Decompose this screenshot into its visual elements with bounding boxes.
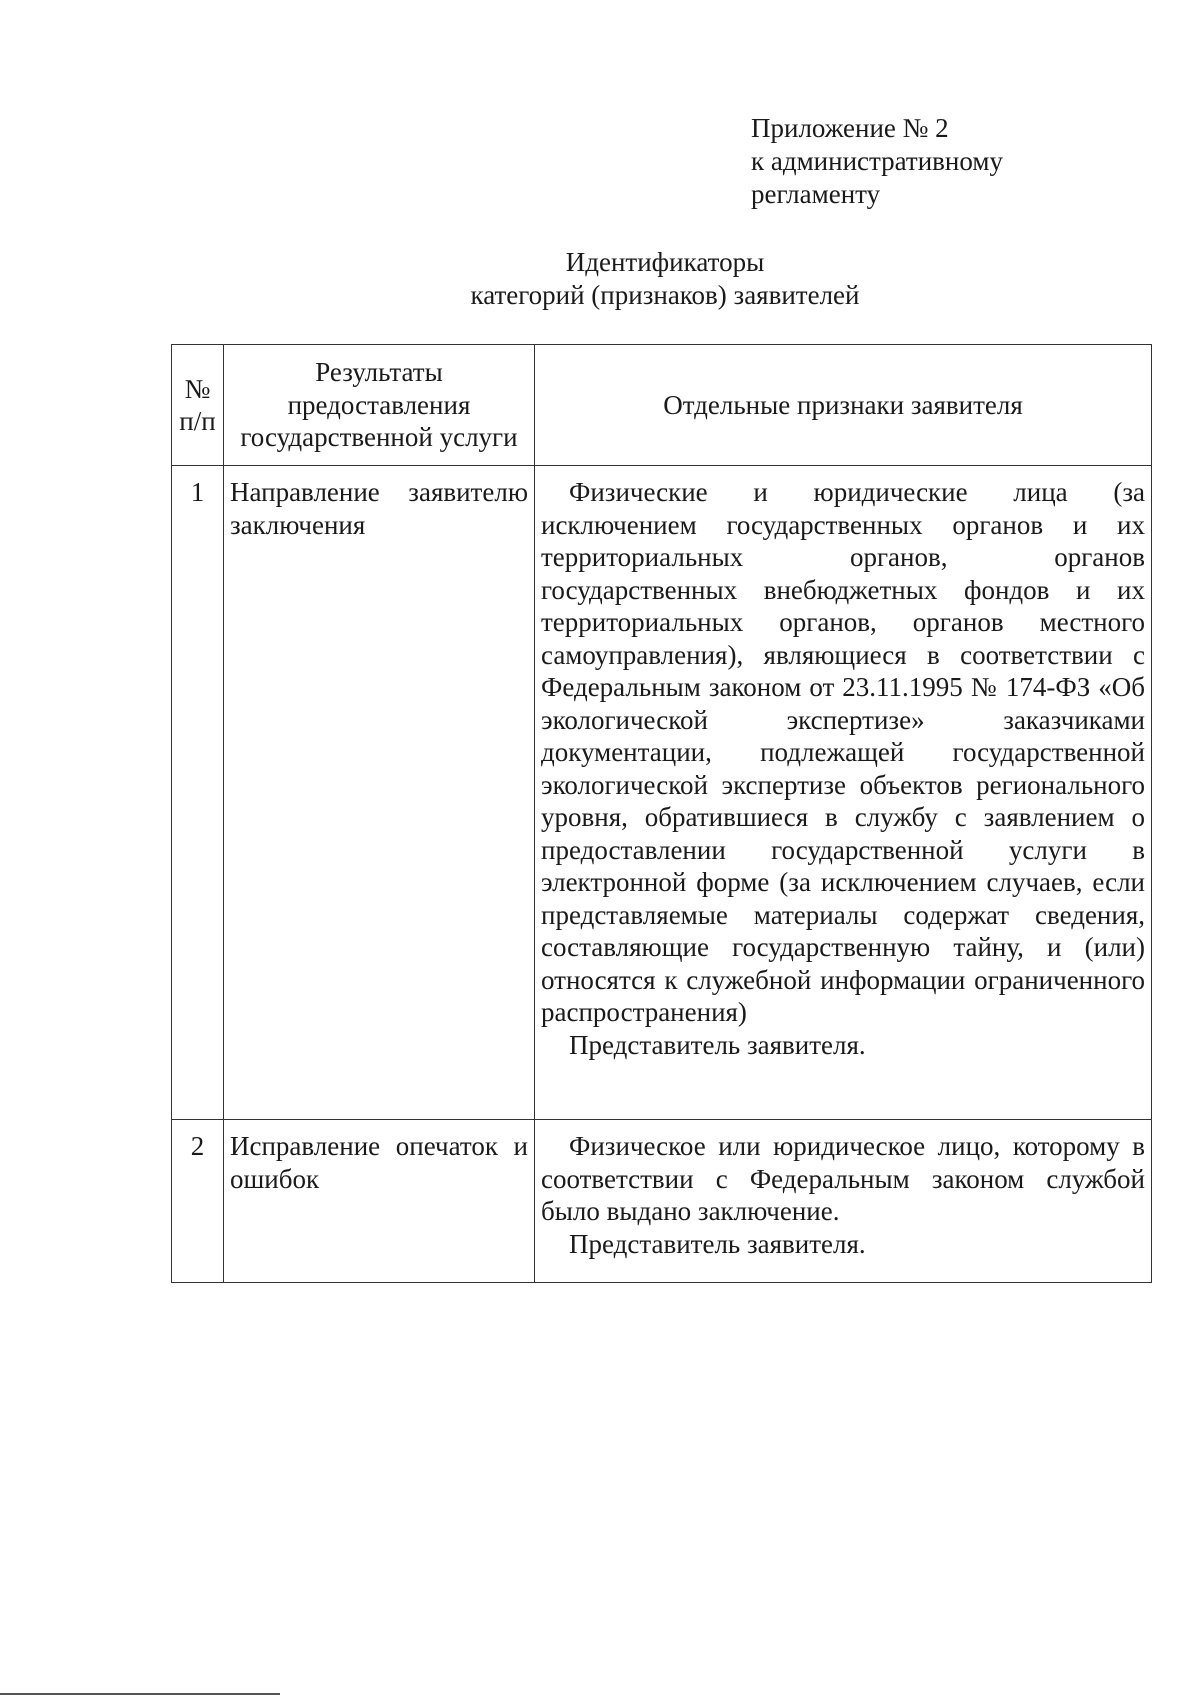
scan-edge-line <box>0 1693 280 1695</box>
header-result: Результаты предоставления государственной услуги <box>224 345 535 466</box>
row-signs <box>535 1120 1152 1283</box>
table-row <box>172 1120 1152 1283</box>
appendix-line-1: Приложение № 2 <box>751 113 949 143</box>
identifiers-table <box>171 344 1152 1283</box>
title-line-1: Идентификаторы <box>565 247 765 277</box>
table-header-row <box>172 345 1152 466</box>
table-row <box>172 466 1152 1120</box>
row-number: 2 <box>172 1120 224 1283</box>
signs-representative: Представитель заявителя. <box>569 1228 866 1259</box>
row-result: Направление заявителю заключения <box>224 466 535 1120</box>
signs-paragraph: Физические и юридические лица (за исключением государственных органов и их территориальных органов, органов государственных внебюджетных фондов и их территориальных органов, органов местного самоуправления), являющиеся в соответствии с Федеральным законом от 23.11.1995 № 174-ФЗ «Об экологической экспертизе» заказчиками документации, подлежащей государственной экологической экспертизе объектов регионального уровня, обратившиеся в службу с заявлением о предоставлении государственной услуги в электронной форме (за исключением случаев, если представляемые материалы содержат сведения, составляющие государственную тайну, и (или) относятся к служебной информации ограниченного распространения) <box>541 477 1145 1027</box>
title-line-2: категорий (признаков) заявителей <box>470 280 860 310</box>
signs-representative: Представитель заявителя. <box>569 1029 866 1060</box>
header-signs: Отдельные признаки заявителя <box>535 345 1152 466</box>
appendix-line-3: регламенту <box>751 179 881 209</box>
row-signs <box>535 466 1152 1120</box>
header-number: № п/п <box>172 345 224 466</box>
appendix-line-2: к административному <box>751 146 1003 176</box>
appendix-block <box>751 112 1003 211</box>
document-title <box>0 246 1200 312</box>
row-result: Исправление опечаток и ошибок <box>224 1120 535 1283</box>
row-number: 1 <box>172 466 224 1120</box>
signs-paragraph: Физическое или юридическое лицо, которому в соответствии с Федеральным законом службой было выдано заключение. <box>541 1131 1145 1226</box>
